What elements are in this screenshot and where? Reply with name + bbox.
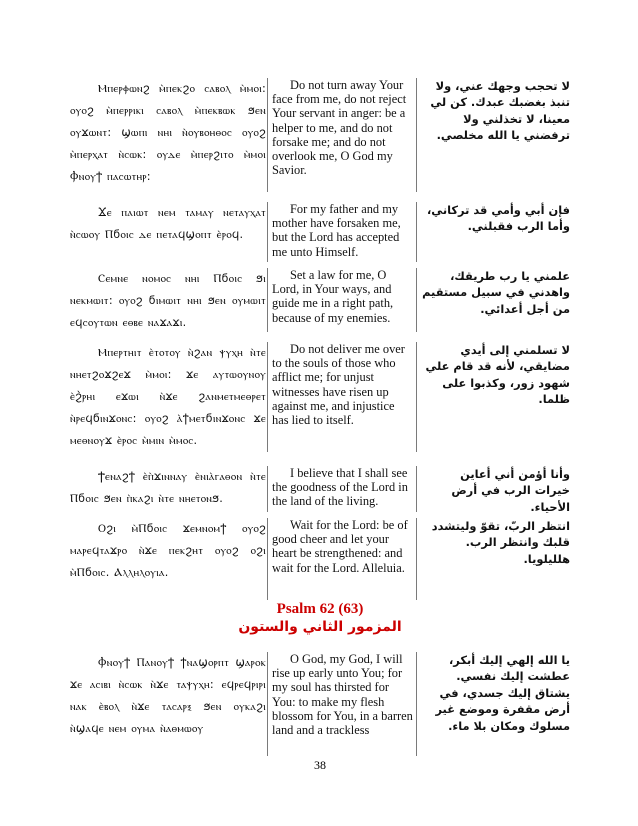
column-divider (267, 268, 268, 332)
english-text: Do not deliver me over to the souls of those who afflict me; for unjust witnesses have risen up against me, and injustice has lied to itself. (272, 342, 405, 428)
column-divider (267, 342, 268, 452)
coptic-text: Ⲙⲡⲉⲣⲧⲏⲓⲧ ⲉ̀ⲧⲟⲧⲟⲩ ⲛ̀ϩⲁⲛ ⲯⲩⲭⲏ ⲛ̀ⲧⲉ ⲛⲏⲉⲧϩⲟϫϩⲉϫ ⲙ̀ⲙⲟⲓ: ϫⲉ ⲁⲩⲧⲱⲟⲩⲛⲟⲩ ⲉ̀ϩ̀ⲣⲏⲓ ⲉϫⲱⲓ ⲛ̀ϫⲉ ϩⲁⲛⲙⲉⲧⲙⲉⲑⲣⲉⲧ ⲛ̀ⲣⲉϥϭⲓⲛϫⲟⲛⲥ: ⲟⲩⲟϩ ⲁ̀ϯⲙⲉⲧϭⲓⲛϫⲟⲛⲥ ϫⲉ ⲙⲉⲑⲛⲟⲩϫ ⲉ̀ⲣⲟⲥ ⲙ̀ⲙⲓⲛ ⲙ̀ⲙⲟⲥ. (70, 346, 266, 447)
book-page (70, 0, 570, 826)
column-divider (267, 78, 268, 192)
english-text: O God, my God, I will rise up early unto You; for my soul has thirsted for You: to make my flesh blossom for You, in a barren land and a trackless (272, 652, 413, 738)
english-text: Set a law for me, O Lord, in Your ways, and guide me in a right path, because of my enemies. (272, 268, 394, 325)
coptic-text: Ϯⲉⲛⲁϩϯ ⲉ̀ⲡ̀ϫⲓⲛⲛⲁⲩ ⲉ̀ⲛⲓⲁ̀ⲅⲁⲑⲟⲛ ⲛ̀ⲧⲉ Ⲡϭⲟⲓⲥ ϧⲉⲛ ⲡ̀ⲕⲁϩⲓ ⲛ̀ⲧⲉ ⲛⲏⲉⲧⲟⲛϧ. (70, 470, 266, 505)
column-divider (416, 268, 417, 332)
arabic-text: علمني يا رب طريقك، واهدني في سبيل مستقيم من أجل أعدائي. (422, 269, 570, 316)
page-number: 38 (314, 758, 326, 772)
arabic-text: وأنا أؤمن أني أعاين خيرات الرب في أرض الأحياء. (451, 467, 570, 514)
arabic-text: لا تحجب وجهك عني، ولا تنبذ بغضبك عبدك. كن لي معينا، لا تخذلني ولا ترفضني يا الله مخلصي. (430, 79, 570, 143)
arabic-text: فإن أبي وأمي قد تركاني، وأما الرب فقبلني. (426, 203, 570, 234)
english-text: Do not turn away Your face from me, do not reject Your servant in anger: be a helper to me, and do not forsake me; and do not overlook me, O God my Savior. (272, 78, 407, 178)
column-divider (416, 78, 417, 192)
english-text: For my father and my mother have forsaken me, but the Lord has accepted me unto Himself. (272, 202, 401, 259)
english-text: I believe that I shall see the goodness of the Lord in the land of the living. (272, 466, 408, 509)
arabic-text: لا تسلمني إلى أيدي مضايقي، لأنه قد قام علي شهود زور، وكذبوا على ظلما. (425, 343, 570, 407)
column-divider (267, 518, 268, 600)
column-divider (267, 466, 268, 512)
column-divider (416, 652, 417, 756)
arabic-text: يا الله إلهي إليك أبكر، عطشت إليك نفسي. يشتاق إليك جسدي، في أرض مقفرة وموضع غير مسلوك ومكان بلا ماء. (435, 653, 570, 733)
coptic-text: Ⲙⲡⲉⲣⲫⲱⲛϩ ⲙ̀ⲡⲉⲕϩⲟ ⲥⲁⲃⲟⲗ ⲙ̀ⲙⲟⲓ: ⲟⲩⲟϩ ⲙ̀ⲡⲉⲣⲣⲓⲕⲓ ⲥⲁⲃⲟⲗ ⲙ̀ⲡⲉⲕⲃⲱⲕ ϧⲉⲛ ⲟⲩϫⲱⲛⲧ: ϣⲱⲡⲓ ⲛⲏⲓ ⲛ̀ⲟⲩⲃⲟⲏⲑⲟⲥ ⲟⲩⲟϩ ⲙ̀ⲡⲉⲣⲭⲁⲧ ⲛ̀ⲥⲱⲕ: ⲟⲩⲇⲉ ⲙ̀ⲡⲉⲣϩⲓⲧⲟ ⲙ̀ⲙⲟⲓ Ⲫⲛⲟⲩϯ ⲡⲁⲥⲱⲧⲏⲣ: (70, 82, 266, 183)
coptic-text: Ⲟϩⲓ ⲙ̀Ⲡϭⲟⲓⲥ ϫⲉⲙⲛⲟⲙϯ ⲟⲩⲟϩ ⲙⲁⲣⲉϥⲧⲁϫⲣⲟ ⲛ̀ϫⲉ ⲡⲉⲕϩⲏⲧ ⲟⲩⲟϩ ⲟϩⲓ ⲙ̀Ⲡϭⲟⲓⲥ. Ⲁⲗⲗⲏⲗⲟⲩⲓⲁ. (70, 522, 266, 579)
coptic-text: Ⲥⲉⲙⲛⲉ ⲛⲟⲙⲟⲥ ⲛⲏⲓ Ⲡϭⲟⲓⲥ ϧⲓ ⲛⲉⲕⲙⲱⲓⲧ: ⲟⲩⲟϩ ϭⲓⲙⲱⲓⲧ ⲛⲏⲓ ϧⲉⲛ ⲟⲩⲙⲱⲓⲧ ⲉϥⲥⲟⲩⲧⲱⲛ ⲉⲑⲃⲉ ⲛⲁϫⲁϫⲓ. (70, 272, 266, 329)
column-divider (267, 202, 268, 262)
psalm-title-arabic: المزمور الثاني والستون (238, 619, 402, 635)
english-text: Wait for the Lord: be of good cheer and let your heart be strengthened: and wait for the Lord. Alleluia. (272, 518, 408, 575)
arabic-text: انتظر الربّ، تقوّ وليتشدد قلبك وانتظر الرب. هلليلويا. (431, 519, 570, 566)
column-divider (416, 342, 417, 452)
column-divider (416, 518, 417, 600)
coptic-text: Ⲫⲛⲟⲩϯ Ⲡⲁⲛⲟⲩϯ ϯⲛⲁϣⲟⲣⲡⲧ ϣⲁⲣⲟⲕ ϫⲉ ⲁⲥⲓⲃⲓ ⲛ̀ⲥⲱⲕ ⲛ̀ϫⲉ ⲧⲁⲯⲩⲭⲏ: ⲉϥⲣⲉϥⲣⲓⲣⲓ ⲛⲁⲕ ⲉ̀ⲃⲟⲗ ⲛ̀ϫⲉ ⲧⲁⲥⲁⲣⲝ ϧⲉⲛ ⲟⲩⲕⲁϩⲓ ⲛ̀ϣⲁϥⲉ ⲛⲉⲙ ⲟⲩⲙⲁ ⲛ̀ⲁⲑⲙⲱⲟⲩ (70, 656, 266, 735)
coptic-text: Ϫⲉ ⲡⲁⲓⲱⲧ ⲛⲉⲙ ⲧⲁⲙⲁⲩ ⲛⲉⲧⲁⲩⲭⲁⲧ ⲛ̀ⲥⲱⲟⲩ Ⲡϭⲟⲓⲥ ⲇⲉ ⲡⲉⲧⲁϥϣⲟⲡⲧ ⲉ̀ⲣⲟϥ. (70, 206, 266, 241)
column-divider (416, 466, 417, 512)
column-divider (267, 652, 268, 756)
column-divider (416, 202, 417, 262)
psalm-title-english: Psalm 62 (63) (276, 601, 364, 617)
